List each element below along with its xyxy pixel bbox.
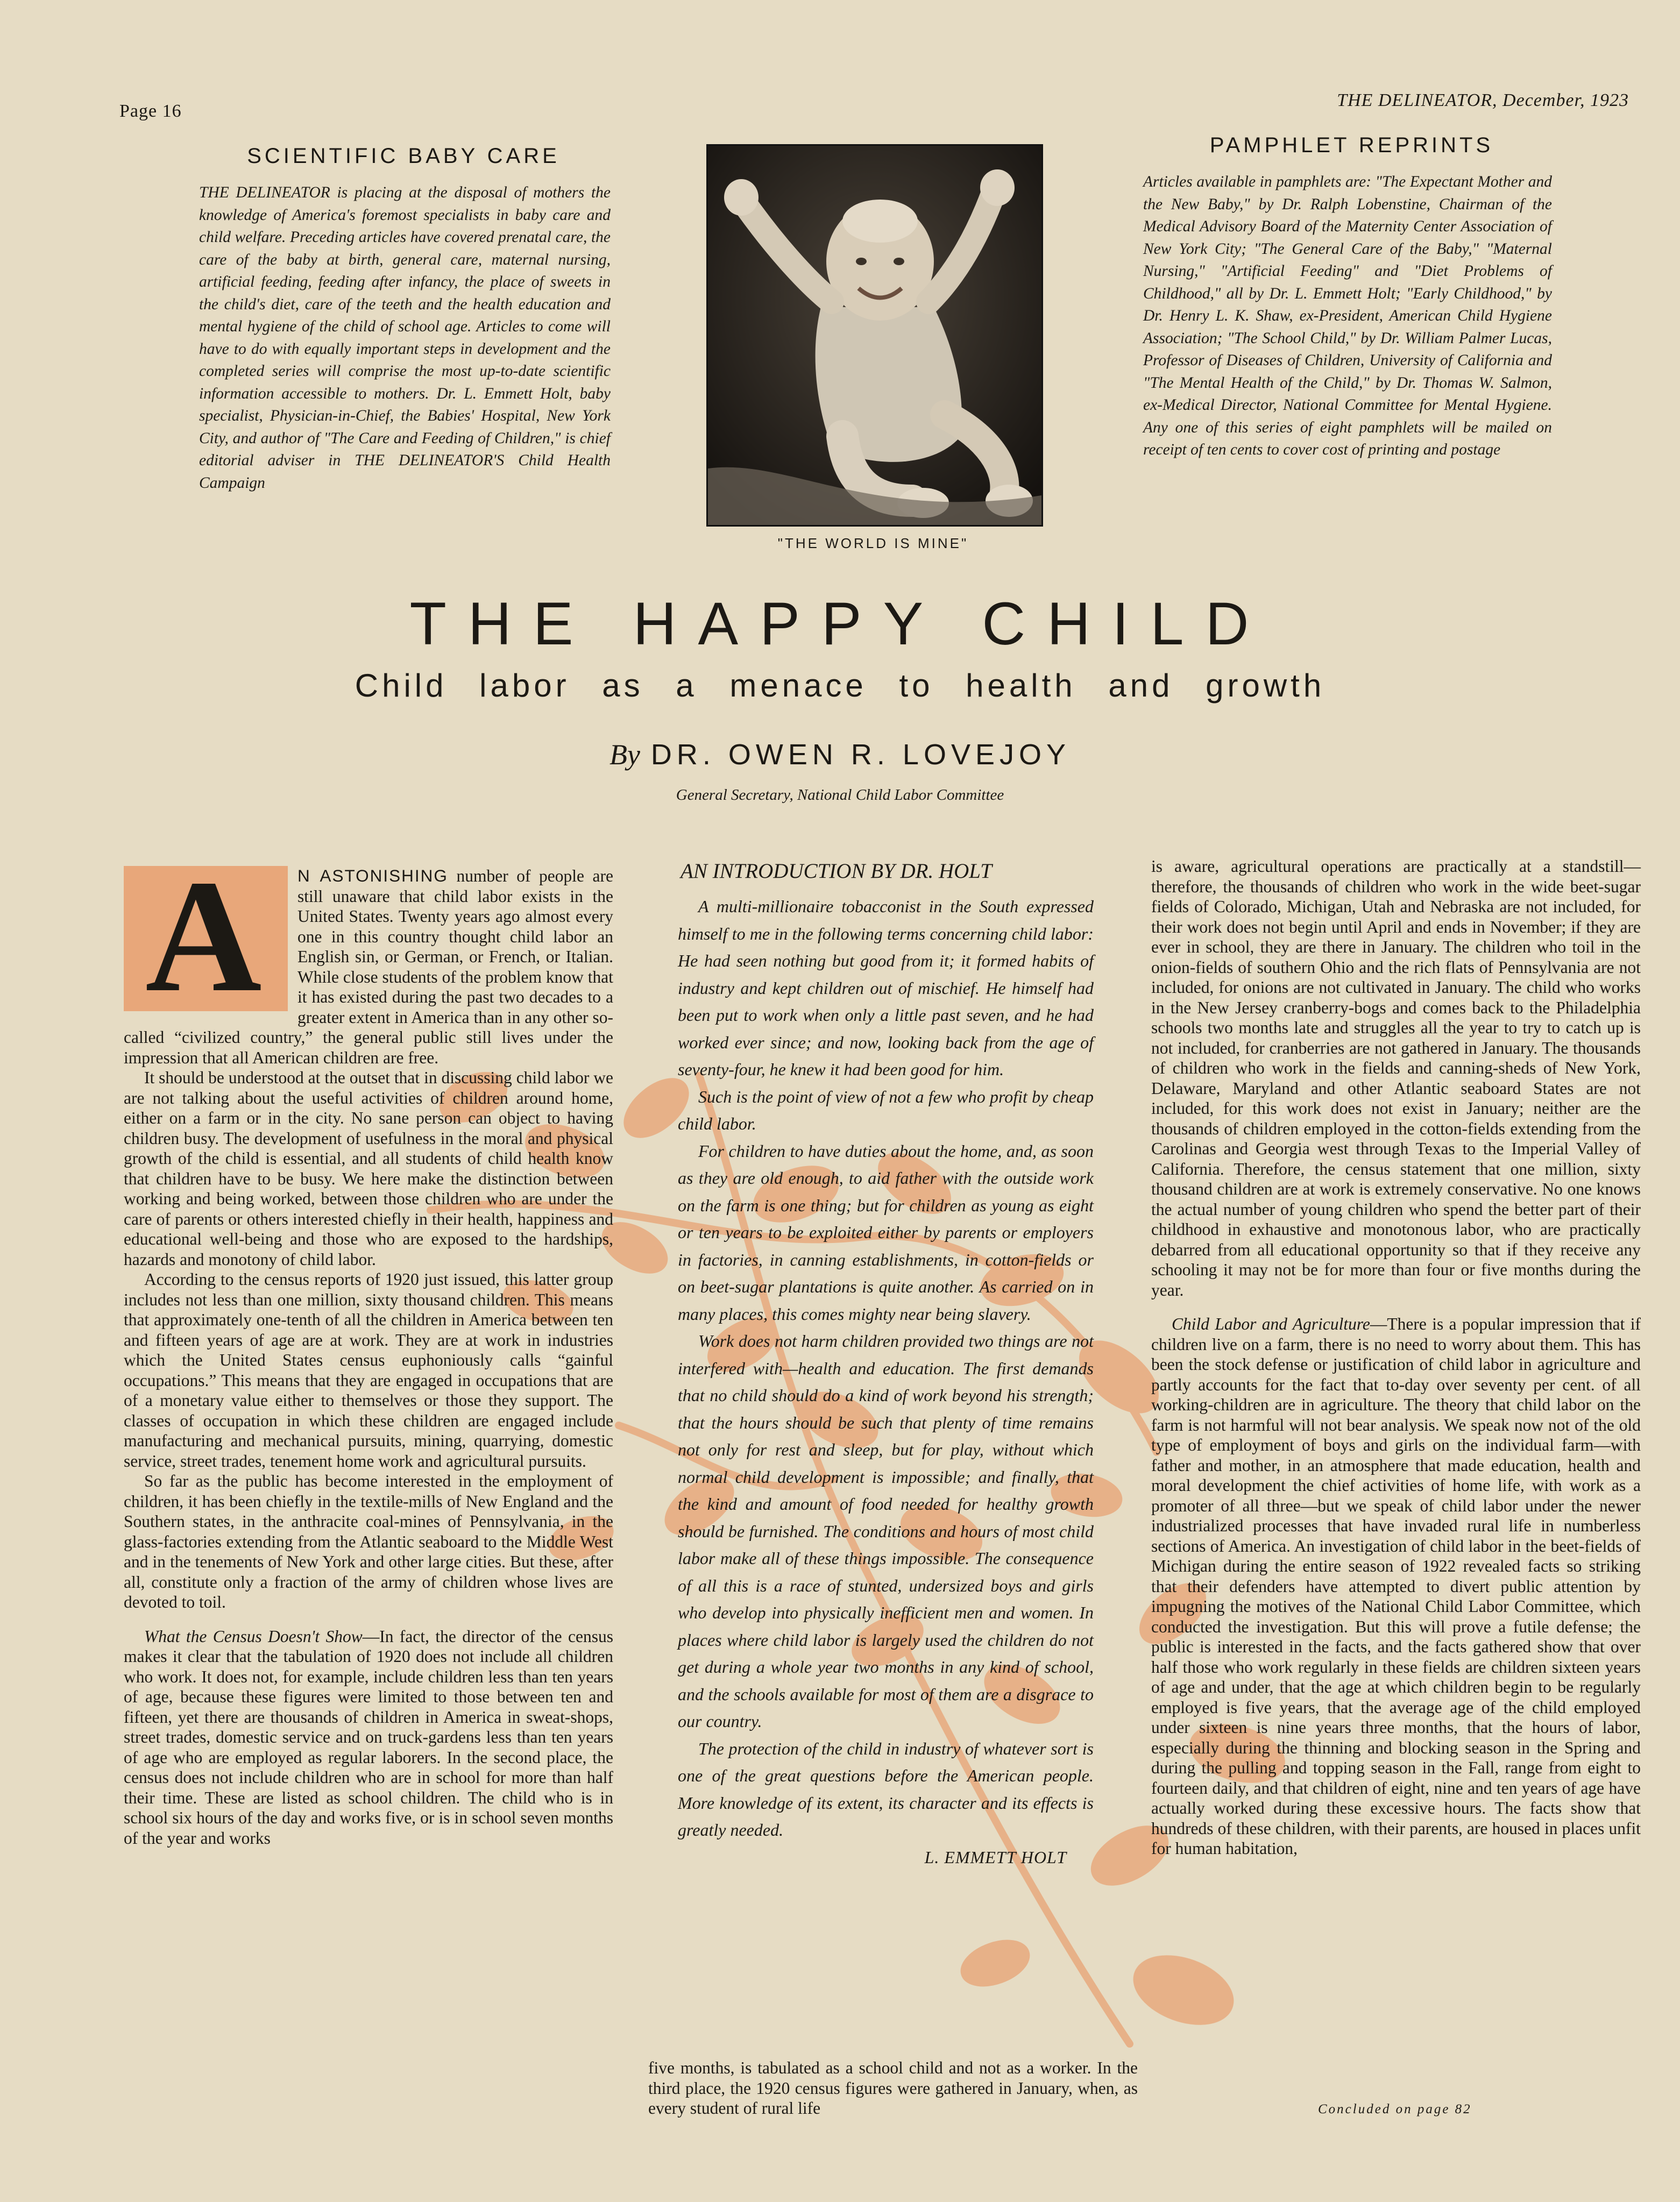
continued-note: Concluded on page 82 <box>1318 2102 1472 2116</box>
article-column-3 <box>1151 856 1641 1859</box>
intro-box <box>678 893 1094 1871</box>
article-subtitle: Child labor as a menace to health and growth <box>355 667 1325 704</box>
author-name: DR. OWEN R. LOVEJOY <box>650 738 1071 771</box>
intro-paragraph-2: Such is the point of view of not a few who profit by cheap child labor. <box>678 1086 1094 1133</box>
baby-photo <box>706 144 1043 527</box>
drop-cap-box <box>124 847 288 1025</box>
intro-paragraph-3: For children to have duties about the home, and, as soon as they are old enough, to aid father with the outside work on the farm is one thing; but for children as young as eight or ten years to be exploited either by parents or employers in factories, in canning establishments, in cotton-fields or on beet-sugar plantations is quite another. As carried on in many places, this comes mighty near being slavery. <box>678 1141 1094 1324</box>
intro-paragraph-1: A multi-millionaire tobacconist in the South expressed himself to me in the following terms concerning child labor: He had seen nothing but good from it; it formed habits of industry and kept children out of mischief. He himself had been put to work when only a little past seven, and he had worked ever since; and now, looking back from the age of seventy-four, he knew it had been good for him. <box>678 897 1094 1079</box>
photo-caption: "THE WORLD IS MINE" <box>777 535 969 551</box>
pamphlet-reprints-body: Articles available in pamphlets are: "The Expectant Mother and the New Baby," by Dr. Ralph Lobenstine, Chairman of the Medical Advisory Board of the Maternity Center Association of New York City; "The General Care of the Baby," "Maternal Nursing," "Artificial Feeding" and "Diet Problems of Childhood," all by Dr. L. Emmett Holt; "Early Childhood," by Dr. Henry L. K. Shaw, ex-President, American Child Hygiene Association; "The School Child," by Dr. William Palmer Lucas, Professor of Diseases of Children, University of California and "The Mental Health of the Child," by Dr. Thomas W. Salmon, ex-Medical Director, National Committee for Mental Hygiene. Any one of this series of eight pamphlets will be mailed on receipt of ten cents to cover cost of printing and postage <box>1143 173 1552 458</box>
author-title: General Secretary, National Child Labor Committee <box>676 786 1004 804</box>
intro-signature: L. EMMETT HOLT <box>924 1847 1067 1867</box>
article-column-1 <box>124 847 614 1848</box>
lead-in: N ASTONISHING <box>297 866 448 885</box>
intro-heading: AN INTRODUCTION BY DR. HOLT <box>680 860 992 883</box>
agriculture-subhead: Child Labor and Agriculture <box>1172 1315 1370 1333</box>
col1-paragraph-3: According to the census reports of 1920 just issued, this latter group includes not less than one million, sixty thousand children. This means that approximately one-tenth of all the children in America between ten and fifteen years of age are at work. They are at work in industries which the United States census euphoniously calls “gainful occupations.” This means that they are engaged in occupations that are of a monetary value either to themselves or those they support. The classes of occupation in which these children are engaged include manufacturing and mechanical pursuits, mining, quarrying, domestic service, street trades, tenement home work and agricultural pursuits. <box>124 1270 613 1471</box>
magazine-dateline: THE DELINEATOR, December, 1923 <box>1337 90 1629 110</box>
byline-prefix: By <box>609 738 640 771</box>
col1-paragraph-1: number of people are still unaware that child labor exists in the United States. Twenty years ago almost every one in this country thought child labor an English sin, or German, or French, or Italian. While close students of the problem know that it has existed during the past two decades to a greater extent in America than in any other so-called “civilized country,” the general public still lives under the impression that all American children are free. <box>124 866 614 1067</box>
col1-paragraph-5: —In fact, the director of the census makes it clear that the tabulation of 1920 does not include all children who work. It does not, for example, include children less than ten years of age, because these figures were limited to those between ten and fifteen, yet there are thousands of children in America in sweat-shops, street trades, domestic service and on truck-gardens less than ten years of age who are employed as regular laborers. In the second place, the census does not include children who are in school for more than half their time. These are listed as school children. The child who is in school six hours of the day and works five, or is in school seven months of the year and works <box>124 1626 613 1848</box>
baby-illustration <box>708 146 1041 525</box>
scientific-baby-care-title: SCIENTIFIC BABY CARE <box>247 144 560 168</box>
byline <box>0 738 1680 771</box>
intro-paragraph-4: Work does not harm children provided two things are not interfered with—health and education. The first demands that no child should do a kind of work beyond his strength; that the hours should be such that plenty of time remains not only for rest and sleep, but for play, without which normal child development is impossible; and finally, that the kind and amount of food needed for healthy growth should be furnished. The conditions and hours of most child labor make all of these things impossible. The consequence of all this is a race of stunted, undersized boys and girls who develop into physically inefficient men and women. In places where child labor is largely used the children do not get during a whole year two months in any kind of school, and the schools available for most of them are a disgrace to our country. <box>678 1331 1094 1731</box>
article-title: THE HAPPY CHILD <box>409 590 1271 657</box>
intro-paragraph-5: The protection of the child in industry of whatever sort is one of the great questions before the American people. More knowledge of its extent, its character and its effects is greatly needed. <box>678 1738 1094 1839</box>
page-number: Page 16 <box>119 101 182 121</box>
col1-paragraph-4: So far as the public has become interested in the employment of children, it has been chiefly in the textile-mills of New England and the Southern states, in the anthracite coal-mines of Pennsylvania, in the glass-factories extending from the Atlantic seaboard to the Middle West and in the tenements of New York and other large cities. But these, after all, constitute only a fraction of the army of children whose lives are devoted to toil. <box>124 1472 613 1611</box>
pamphlet-reprints-title: PAMPHLET REPRINTS <box>1209 133 1494 157</box>
scientific-baby-care-body: THE DELINEATOR is placing at the disposal of mothers the knowledge of America's foremost specialists in baby care and child welfare. Preceding articles have covered prenatal care, the care of the baby at birth, general care, maternal nursing, artificial feeding, feeding after infancy, the place of sweets in the child's diet, care of the teeth and the health education and mental hygiene of the child of school age. Articles to come will have to do with equally important steps in development and the completed series will comprise the most up-to-date scientific information accessible to mothers. Dr. L. Emmett Holt, baby specialist, Physician-in-Chief, the Babies' Hospital, New York City, and author of "The Care and Feeding of Children," is chief editorial adviser in THE DELINEATOR'S Child Health Campaign <box>199 184 611 492</box>
census-subhead: What the Census Doesn't Show <box>144 1626 363 1646</box>
col2-continuation: five months, is tabulated as a school child and not as a worker. In the third place, the 1920 census figures were gathered in January, when, as every student of rural life <box>648 2058 1138 2118</box>
col1-paragraph-2: It should be understood at the outset that in discussing child labor we are not talking about the useful activities of children around home, either on a farm or in the city. No sane person can object to having children busy. The development of usefulness in the moral and physical growth of the child is essential, and all students of child health know that children have to be busy. We here make the distinction between working and being worked, between those children who are under the care of parents or others interested chiefly in their health, happiness and educational well-being and those who are exposed to the hardships, hazards and monotony of child labor. <box>124 1068 613 1269</box>
col3-paragraph-2: —There is a popular impression that if children live on a farm, there is no need to worry about them. This has been the stock defense or justification of child labor in agriculture and partly accounts for the fact that to-day over seventy per cent. of all working-children are in agriculture. The theory that child labor on the farm is not harmful will not bear analysis. We speak now not of the old type of employment of boys and girls on the individual farm—with father and mother, in an atmosphere that made education, health and moral development the chief activities of home life, with work as a promoter of all three—but we speak of child labor under the newer industrialized processes that have invaded rural life in numberless sections of America. An investigation of child labor in the beet-fields of Michigan during the entire season of 1922 revealed facts so striking that their defenders have attempted to divert public attention by impugning the motives of the National Child Labor Committee, which conducted the investigation. But this will prove a futile defense; the public is interested in the facts, and the facts gathered show that over half those who work regularly in these fields are children sixteen years of age and under, that the age at which children begin to be regularly employed is five years, that the average age of the child employed under sixteen is nine years three months, that the hours of labor, especially during the thinning and blocking season in the Spring and during the pulling and topping season in the Fall, range from eight to fourteen daily, and that children of eight, nine and ten years of age have actually worked during these excessive hours. The facts show that hundreds of these children, with their parents, are housed in places unfit for human habitation, <box>1151 1315 1641 1858</box>
col3-paragraph-1: is aware, agricultural operations are practically at a standstill—therefore, the thousands of children who work in the wide beet-sugar fields of Colorado, Michigan, Utah and Nebraska are not included, for their work does not begin until April and ends in November; if they are ever in school, they are there in January. The children who toil in the onion-fields of southern Ohio and the rich flats of Pennsylvania are not included, for onions are not cultivated in January. The child who works in the New Jersey cranberry-bogs and comes back to the Philadelphia schools two months late and struggles all the year to try to catch up is not included, for cranberries are not gathered in January. The thousands of children who work in the fields and canning-sheds of New York, Delaware, Maryland and other Atlantic seaboard States are not included, for this work does not exist in January; neither are the thousands of children employed in the cotton-fields extending from the Carolinas and Georgia west through Texas to the Imperial Valley of California. Therefore, the census statement that one million, sixty thousand children are at work is extremely conservative. No one knows the actual number of young children who spend the better part of their childhood in exhaustive and monotonous labor, who are practically debarred from all educational opportunity so that if they receive any schooling it may not be for more than four or five months during the year. <box>1151 857 1641 1299</box>
drop-cap: A <box>145 847 262 1025</box>
